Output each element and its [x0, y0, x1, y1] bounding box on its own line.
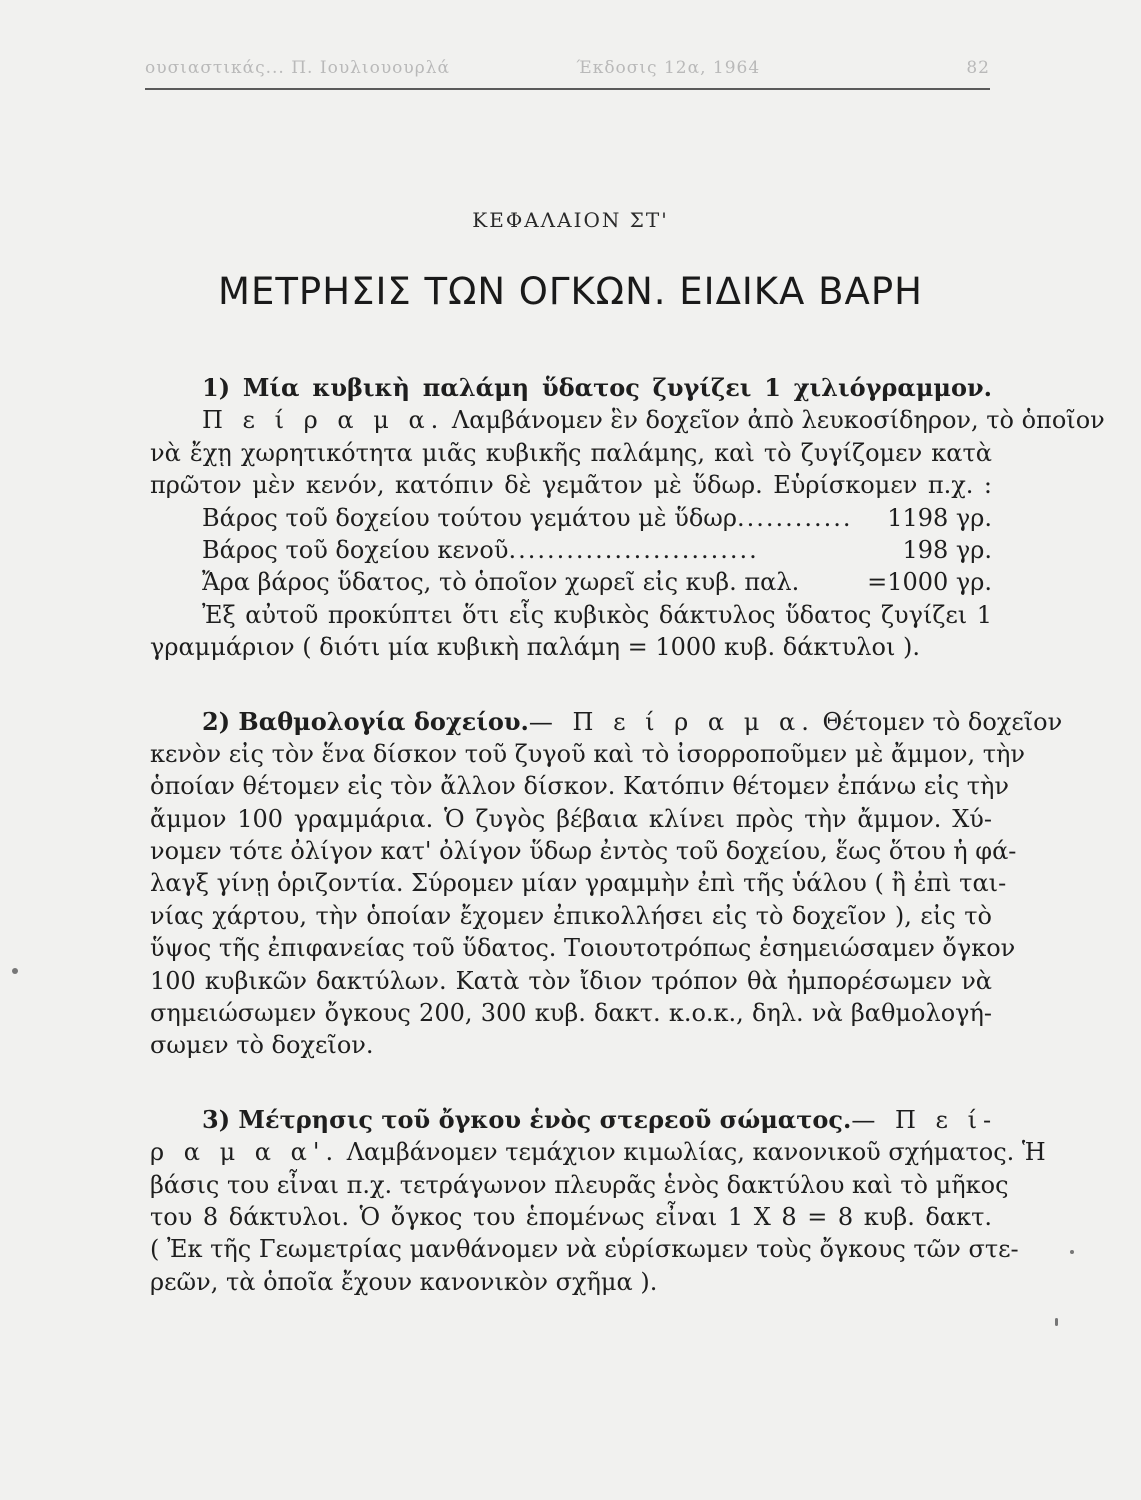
- header-rule: [145, 88, 990, 90]
- section2-line: νίας χάρτου, τὴν ὁποίαν ἔχομεν ἐπικολλήσει εἰς τὸ δοχεῖον ), εἰς τὸ: [150, 901, 992, 930]
- section3-line: ( Ἐκ τῆς Γεωμετρίας μανθάνομεν νὰ εὑρίσκωμεν τοὺς ὄγκους τῶν στε-: [150, 1235, 1019, 1264]
- measurement-label: Ἄρα βάρος ὕδατος, τὸ ὁποῖον χωρεῖ εἰς κυβ. παλ.: [202, 568, 800, 597]
- section2-first-line: [150, 706, 1063, 738]
- section3-first-line: [150, 1104, 998, 1136]
- section3-line: [150, 1136, 1046, 1168]
- section2-line: σωμεν τὸ δοχεῖον.: [150, 1031, 374, 1060]
- section2-line: νομεν τότε ὀλίγον κατ' ὀλίγον ὕδωρ ἐντὸς τοῦ δοχείου, ἕως ὅτου ἡ φά-: [150, 837, 1017, 866]
- section1-line: πρῶτον μὲν κενόν, κατόπιν δὲ γεμᾶτον μὲ ὕδωρ. Εὑρίσκομεν π.χ. :: [150, 471, 992, 500]
- page-number: 82: [966, 58, 990, 78]
- section2-line: ὁποίαν θέτομεν εἰς τὸν ἄλλον δίσκον. Κατόπιν θέτομεν ἐπάνω εἰς τὴν: [150, 772, 1009, 801]
- experiment-label: ρ α μ α α'.: [150, 1138, 340, 1167]
- measurement-row: [150, 534, 992, 566]
- section1-line-text: Λαμβάνομεν ἓν δοχεῖον ἀπὸ λευκοσίδηρον, τὸ ὁποῖον: [444, 406, 1105, 435]
- leader-dots: ............: [736, 503, 853, 532]
- experiment-label: Π ε ί ρ α μ α.: [202, 406, 445, 435]
- leader-dots: ..........................: [508, 535, 759, 564]
- section3-line: του 8 δάκτυλοι. Ὁ ὄγκος του ἑπομένως εἶναι 1 Χ 8 = 8 κυβ. δακτ.: [150, 1202, 992, 1231]
- section2-line: λαγξ γίνῃ ὁριζοντία. Σύρομεν μίαν γραμμὴν ἐπὶ τῆς ὑάλου ( ἢ ἐπὶ ται-: [150, 869, 1007, 898]
- section1-heading: 1) Μία κυβικὴ παλάμη ὕδατος ζυγίζει 1 χιλιόγραμμον.: [202, 373, 992, 402]
- paper-speck: [1070, 1250, 1074, 1254]
- section1-tail-line: Ἐξ αὐτοῦ προκύπτει ὅτι εἷς κυβικὸς δάκτυλος ὕδατος ζυγίζει 1: [202, 600, 992, 629]
- measurement-value: 198 γρ.: [902, 535, 992, 564]
- section1-line: νὰ ἔχῃ χωρητικότητα μιᾶς κυβικῆς παλάμης, καὶ τὸ ζυγίζομεν κατὰ: [150, 438, 992, 467]
- equals-sign: =: [867, 568, 888, 597]
- section2-line: 100 κυβικῶν δακτύλων. Κατὰ τὸν ἴδιον τρόπον θὰ ἠμπορέσωμεν νὰ: [150, 966, 992, 995]
- section2-line: ὕψος τῆς ἐπιφανείας τοῦ ὕδατος. Τοιουτοτρόπως ἐσημειώσαμεν ὄγκον: [150, 934, 1016, 963]
- section3-line: βάσις του εἶναι π.χ. τετράγωνον πλευρᾶς ἑνὸς δακτύλου καὶ τὸ μῆκος: [150, 1170, 1009, 1199]
- measurement-row: [150, 502, 992, 534]
- experiment-label: — Π ε ί-: [851, 1105, 998, 1134]
- bleed-header-mid: Έκδοσις 12α, 1964: [576, 58, 761, 78]
- experiment-label: — Π ε ί ρ α μ α.: [528, 707, 815, 736]
- measurement-row: [150, 566, 992, 598]
- section3-heading: 3) Μέτρησις τοῦ ὄγκου ἑνὸς στερεοῦ σώματος.: [202, 1104, 852, 1134]
- bleed-header-left: ουσιαστικάς... Π. Ιουλιουουρλά: [145, 58, 450, 78]
- section1-tail-line: γραμμάριον ( διότι μία κυβικὴ παλάμη = 1000 κυβ. δάκτυλοι ).: [150, 633, 920, 662]
- section1-line: [150, 404, 1105, 436]
- page-title: ΜΕΤΡΗΣΙΣ ΤΩΝ ΟΓΚΩΝ. ΕΙΔΙΚΑ ΒΑΡΗ: [218, 270, 923, 313]
- section2-line: ἄμμον 100 γραμμάρια. Ὁ ζυγὸς βέβαια κλίνει πρὸς τὴν ἄμμον. Χύ-: [150, 804, 992, 833]
- measurement-value: 1000 γρ.: [887, 568, 992, 597]
- section2-line: σημειώσωμεν ὄγκους 200, 300 κυβ. δακτ. κ.ο.κ., δηλ. νὰ βαθμολογή-: [150, 999, 992, 1028]
- section2-line: κενὸν εἰς τὸν ἕνα δίσκον τοῦ ζυγοῦ καὶ τὸ ἰσορροποῦμεν μὲ ἄμμον, τὴν: [150, 739, 1025, 768]
- section2-line-text: Θέτομεν τὸ δοχεῖον: [814, 707, 1063, 736]
- section2-heading: 2) Βαθμολογία δοχείου.: [202, 706, 529, 736]
- paper-speck: [12, 968, 18, 974]
- section3-line-text: Λαμβάνομεν τεμάχιον κιμωλίας, κανονικοῦ σχήματος. Ἡ: [339, 1138, 1046, 1167]
- document-body: [150, 372, 1105, 1298]
- bleed-through-header: [145, 58, 990, 78]
- measurement-label: Βάρος τοῦ δοχείου τούτου γεμάτου μὲ ὕδωρ: [202, 503, 737, 532]
- chapter-label: ΚΕΦΑΛΑΙΟΝ ΣΤ': [472, 208, 669, 232]
- measurement-label: Βάρος τοῦ δοχείου κενοῦ: [202, 535, 509, 564]
- paper-speck: [1055, 1318, 1058, 1326]
- measurement-value: 1198 γρ.: [887, 503, 992, 532]
- section3-line: ρεῶν, τὰ ὁποῖα ἔχουν κανονικὸν σχῆμα ).: [150, 1267, 658, 1296]
